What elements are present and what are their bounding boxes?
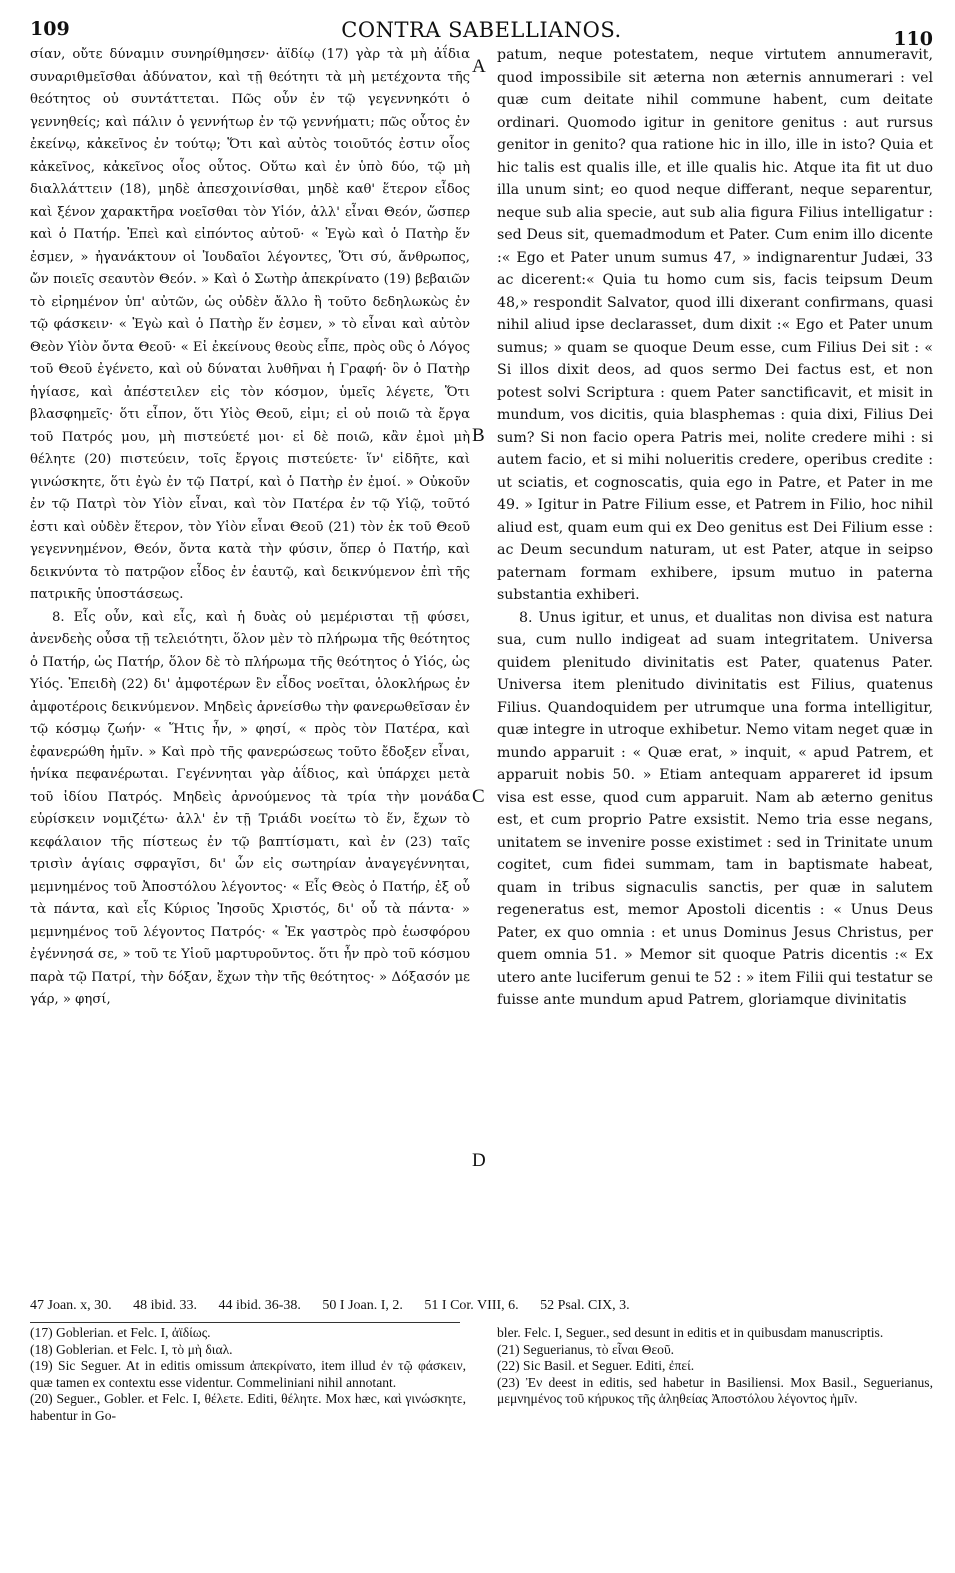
footnote: 52 Psal. CIX, 3.: [540, 1298, 630, 1313]
margin-mark-c: C: [472, 786, 485, 807]
critical-note: bler. Felc. I, Seguer., sed desunt in editis et in quibusdam manuscriptis.: [497, 1325, 884, 1340]
footnote: 51 I Cor. VIII, 6.: [424, 1298, 519, 1313]
page-number-right: 110: [893, 28, 933, 50]
scripture-footnotes: [30, 1298, 933, 1314]
latin-column: [497, 44, 933, 1012]
critical-note: (22) Sic Basil. et Seguer. Editi, ἐπεί.: [497, 1358, 695, 1373]
footnote: 48 ibid. 33.: [133, 1298, 197, 1313]
margin-mark-d: D: [472, 1150, 486, 1171]
latin-paragraph-2: 8. Unus igitur, et unus, et dualitas non divisa est natura sua, cum nullo indigeat ad suam integritatem. Universa quidem plenitudo divinitatis est Pater, quatenus Pater. Universa item plenitudo divinitatis est Filius, quatenus Filius. Quandoquidem per utrumque una forma intelligitur, quæ integre in utroque exhibetur. Nemo vitam neget quæ in mundo apparuit : « Quæ erat, » inquit, « apud Patrem, et apparuit nobis 50. » Etiam antequam appareret id ipsum visa est esse, quod cum apparuit. Nam ab æterno genitus est, et cum proprio Patre exsistit. Nemo tria esse negans, unitatem se invenire posse existimet : sed in Trinitate unum cogitet, cum fidei summam, tam in baptismate habeat, quam in tribus signaculis sanctis, per quæ in salutem regeneratus est, memor Apostoli dicentis : « Unus Deus Pater, ex quo omnia : et unus Dominus Jesus Christus, per quem omnia 51. » Memor sit quoque Patris dicentis :« Ex utero ante luciferum genui te 52 : » item Filii qui testatur se fuisse ante mundum apud Patrem, gloriamque divinitatis: [497, 609, 933, 1008]
page-number-left: 109: [30, 18, 70, 40]
margin-mark-a: A: [472, 56, 486, 77]
critical-note: (21) Seguerianus, τὸ εἶναι Θεοῦ.: [497, 1341, 675, 1357]
footnote: 47 Joan. x, 30.: [30, 1298, 112, 1313]
critical-note: (18) Goblerian. et Felc. I, τὸ μὴ διαλ.: [30, 1341, 233, 1357]
footnote: 44 ibid. 36-38.: [218, 1298, 301, 1313]
critical-note: (20) Seguer., Gobler. et Felc. I, θέλετε. Editi, θέλητε. Mox hæc, καὶ γινώσκητε, habentur in Go-: [30, 1391, 466, 1423]
greek-paragraph-2: 8. Εἷς οὖν, καὶ εἷς, καὶ ἡ δυὰς οὐ μεμέρισται τῇ φύσει, ἀνενδεὴς οὖσα τῇ τελειότητι, ὅλον μὲν τὸ πλήρωμα τῆς θεότητος ὁ Πατήρ, ὡς Πατήρ, ὅλον δὲ τὸ πλήρωμα τῆς θεότητος ὁ Υἱός, ὡς Υἱός. Ἐπειδὴ (22) δι' ἀμφοτέρων ἓν εἶδος νοεῖται, ὁλοκλήρως ἐν ἀμφοτέροις δεικνύμενον. Μηδεὶς ἀρνείσθω τὴν φανερωθεῖσαν ἐν τῷ κόσμῳ ζωήν· « Ἥτις ἦν, » φησί, « πρὸς τὸν Πατέρα, καὶ ἐφανερώθη ἡμῖν. » Καὶ πρὸ τῆς φανερώσεως τοῦτο ἔδοξεν εἶναι, ἡνίκα πεφανέρωται. Γεγέννηται γὰρ ἀΐδιος, καὶ ὑπάρχει μετὰ τοῦ ἰδίου Πατρός. Μηδεὶς ἀρνούμενος τὰ τρία τὴν μονάδα εὑρίσκειν νομιζέτω· ἀλλ' ἐν τῇ Τριάδι νοείτω τὸ ἕν, ἔχων τὸ κεφάλαιον τῆς πίστεως ἐν τῷ βαπτίσματι, καὶ ἐν (23) ταῖς τρισὶν ἁγίαις σφραγῖσι, δι' ὧν εἰς σωτηρίαν ἀναγεγέννηται, μεμνημένος τοῦ Ἀποστόλου λέγοντος· « Εἷς Θεὸς ὁ Πατήρ, ἐξ οὗ τὰ πάντα, καὶ εἷς Κύριος Ἰησοῦς Χριστός, δι' οὗ τὰ πάντα· » μεμνημένος τοῦ λέγοντος Πατρός· « Ἐκ γαστρὸς πρὸ ἑωσφόρου ἐγέννησά σε, » τοῦ τε Υἱοῦ μαρτυροῦντος. ὅτι ἦν πρὸ τοῦ κόσμου παρὰ τῷ Πατρί, τὴν δόξαν, ἔχων τὴν τῆς θεότητος· » Δόξασόν με γάρ, » φησί,: [30, 609, 470, 1007]
critical-notes-right: [497, 1325, 933, 1408]
notes-divider: [30, 1322, 460, 1323]
greek-column: [30, 44, 470, 1012]
critical-note: (23) Ἐν deest in editis, sed habetur in Basiliensi. Mox Basil., Seguerianus, μεμνημένος τοῦ κήρυκος τῆς ἀληθείας Ἀποστόλου λέγοντος ἡμῖν.: [497, 1374, 933, 1406]
latin-paragraph-1: patum, neque potestatem, neque virtutem annumeravit, quod impossibile sit æterna non æternis annumerari : vel quæ cum deitate nihil commune habent, cum deitate ordinari. Quomodo igitur in genitore genitus : aut rursus genitor in genito? qua ratione hic in illo, ille in isto? Quia et hic talis est qualis ille, et ille qualis hic. Atque ita fit ut duo illa unum sint; eo quod neque differant, neque separentur, neque sub alia specie, aut sub alia figura Filius intelligatur : sed Deus sit, quemadmodum et Pater. Cum enim illo dicente :« Ego et Pater unum sumus 47, » indignarentur Judæi, 33 ac dicerent:« Quia tu homo cum sis, facis teipsum Deum 48,» respondit Salvator, quod illi dixerant confirmans, quasi nihil aliud ipse declarasset, dum dixit :« Ego et Pater unum sumus; » quam se quoque Deum esse, cum Filius Dei sit : « Si illos dixit deos, ad quos sermo Dei factus est, et non potest solvi Scriptura : quem Pater sanctificavit, et misit in mundum, vos dicitis, quia blasphemas : quia dixi, Filius Dei sum? Si non facio opera Patris mei, nolite credere mihi : si autem facio, et si mihi nolueritis credere, operibus credite : ut sciatis, et cognoscatis, quia ego in Patre, et Pater in me 49. » Igitur in Patre Filium esse, et Patrem in Filio, hoc nihil aliud est, quam eum qui ex Deo genitus est Dei Filium esse : ac Deum secundum naturam, ut est Pater, atque in seipso paternam formam exhibere, ipsum mutuo in paterna substantia exhiberi.: [497, 47, 933, 603]
greek-paragraph-1: σίαν, οὔτε δύναμιν συνηρίθμησεν· ἀϊδίῳ (17) γὰρ τὰ μὴ ἀΐδια συναριθμεῖσθαι ἀδύνατον, καὶ τῇ θεότητι τὰ μὴ μετέχοντα τῆς θεότητος οὐ συντάττεται. Πῶς οὖν ἐν τῷ γεγεννηκότι ὁ γεννηθείς; καὶ πάλιν ὁ γεννήτωρ ἐν τῷ γεννήματι; πῶς οὗτος ἐν ἐκείνῳ, κἀκεῖνος ἐν τούτῳ; Ὅτι καὶ αὐτὸς τοιοῦτός ἐστιν οἷος κἀκεῖνος, κἀκεῖνος οἷος οὗτος. Οὕτω καὶ ἐν ὑπὸ δύο, τῷ μὴ διαλλάττειν (18), μηδὲ ἀπεσχοινίσθαι, μηδὲ καθ' ἕτερον εἶδος καὶ ξένον χαρακτῆρα νοεῖσθαι τὸν Υἱόν, ἀλλ' εἶναι Θεόν, ὥσπερ καὶ ὁ Πατήρ. Ἐπεὶ καὶ εἰπόντος αὐτοῦ· « Ἐγὼ καὶ ὁ Πατὴρ ἕν ἐσμεν, » ἠγανάκτουν οἱ Ἰουδαῖοι λέγοντες, Ὅτι σύ, ἄνθρωπος, ὤν ποιεῖς σεαυτὸν Θεόν. » Καὶ ὁ Σωτὴρ ἀπεκρίνατο (19) βεβαιῶν τὸ εἰρημένον ὑπ' αὐτῶν, ὡς οὐδὲν ἄλλο ἢ τοῦτο δεδηλωκὼς ἐν τῷ φάσκειν· « Ἐγὼ καὶ ὁ Πατὴρ ἕν ἐσμεν, » τὸ εἶναι καὶ αὐτὸν Θεὸν Υἱὸν ὄντα Θεοῦ· « Εἰ ἐκείνους θεοὺς εἶπε, πρὸς οὓς ὁ Λόγος τοῦ Θεοῦ ἐγένετο, καὶ οὐ δύναται λυθῆναι ἡ Γραφή· ὃν ὁ Πατὴρ ἡγίασε, καὶ ἀπέστειλεν εἰς τὸν κόσμον, ὑμεῖς λέγετε, Ὅτι βλασφημεῖς· ὅτι εἶπον, ὅτι Υἱὸς Θεοῦ, εἰμι; εἰ οὐ ποιῶ τὰ ἔργα τοῦ Πατρός μου, μὴ πιστεύετέ μοι· εἰ δὲ ποιῶ, κἂν ἐμοὶ μὴ θέλητε (20) πιστεύειν, τοῖς ἔργοις πιστεύετε· ἵν' εἰδῆτε, καὶ γινώσκητε, ὅτι ἐγὼ ἐν τῷ Πατρί, καὶ ὁ Πατὴρ ἐν ἐμοί. » Οὐκοῦν ἐν τῷ Πατρὶ τὸν Υἱὸν εἶναι, καὶ τὸν Πατέρα ἐν τῷ Υἱῷ, τοῦτό ἐστι καὶ οὐδὲν ἕτερον, τὸν Υἱὸν εἶναι Θεοῦ (21) τὸν ἐκ τοῦ Θεοῦ γεγεννημένον, Θεόν, ὄντα κατὰ τὴν φύσιν, ὅπερ ὁ Πατήρ, καὶ δεικνύντα τὸ πατρῷον εἶδος ἐν ἑαυτῷ, καὶ δεικνύμενον ἐπὶ τῆς πατρικῆς ὑποστάσεως.: [30, 47, 470, 602]
critical-note: (17) Goblerian. et Felc. I, ἀϊδίως.: [30, 1325, 211, 1340]
running-title: CONTRA SABELLIANOS.: [341, 18, 622, 42]
footnote: 50 I Joan. I, 2.: [322, 1298, 403, 1313]
margin-mark-b: B: [472, 425, 485, 446]
critical-note: (19) Sic Seguer. At in editis omissum ἀπεκρίνατο, item illud ἐν τῷ φάσκειν, quæ tamen ex contextu esse videntur. Commeliniani nihil annotant.: [30, 1358, 466, 1390]
critical-notes-left: [30, 1325, 466, 1424]
